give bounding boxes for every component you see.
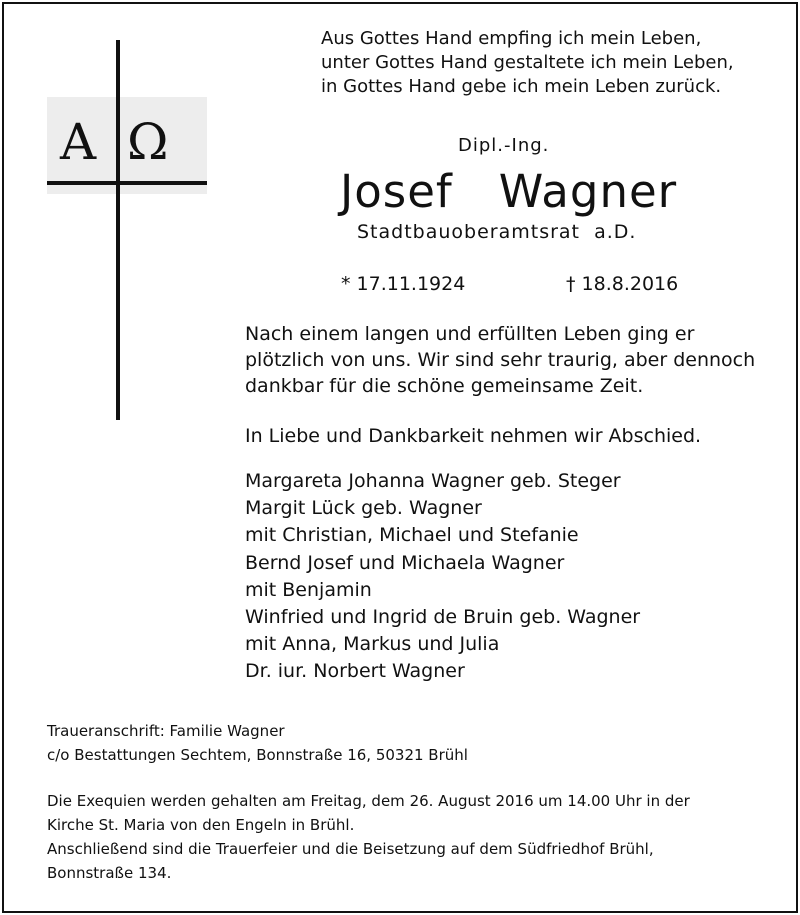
funeral-service-info — [47, 789, 690, 885]
academic-degree: Dipl.-Ing. — [458, 135, 550, 156]
family-member: mit Christian, Michael und Stefanie — [245, 524, 579, 547]
message-line: Nach einem langen und erfüllten Leben ging er — [245, 323, 695, 345]
message-line: dankbar für die schöne gemeinsame Zeit. — [245, 375, 644, 397]
address-line: c/o Bestattungen Sechtem, Bonnstraße 16, 50321 Brühl — [47, 746, 468, 764]
message-line: plötzlich von uns. Wir sind sehr traurig, aber dennoch — [245, 349, 756, 371]
verse-line: Aus Gottes Hand empfing ich mein Leben, — [321, 28, 702, 49]
verse-line: in Gottes Hand gebe ich mein Leben zurück. — [321, 76, 722, 97]
family-list — [245, 468, 640, 686]
verse-line: unter Gottes Hand gestaltete ich mein Leben, — [321, 52, 734, 73]
death-date: † 18.8.2016 — [566, 273, 679, 295]
mourning-message — [245, 321, 756, 399]
omega-symbol: Ω — [127, 113, 169, 171]
family-member: mit Anna, Markus und Julia — [245, 633, 500, 656]
deceased-name: Josef Wagner — [340, 165, 678, 218]
family-member: Margit Lück geb. Wagner — [245, 497, 482, 520]
service-line: Bonnstraße 134. — [47, 864, 172, 882]
family-member: Margareta Johanna Wagner geb. Steger — [245, 470, 621, 492]
service-line: Kirche St. Maria von den Engeln in Brühl. — [47, 816, 355, 834]
service-line: Die Exequien werden gehalten am Freitag, dem 26. August 2016 um 14.00 Uhr in der — [47, 792, 690, 810]
farewell-line: In Liebe und Dankbarkeit nehmen wir Abschied. — [245, 425, 702, 447]
official-rank: Stadtbauoberamtsrat a.D. — [357, 221, 637, 243]
alpha-symbol: A — [60, 113, 97, 171]
family-member: Dr. iur. Norbert Wagner — [245, 660, 465, 683]
mourning-address — [47, 719, 468, 767]
bible-verse — [321, 27, 734, 99]
service-line: Anschließend sind die Trauerfeier und die Beisetzung auf dem Südfriedhof Brühl, — [47, 840, 654, 858]
birth-date: * 17.11.1924 — [341, 273, 466, 295]
family-member: Winfried und Ingrid de Bruin geb. Wagner — [245, 606, 641, 629]
family-member: Bernd Josef und Michaela Wagner — [245, 551, 565, 574]
address-line: Traueranschrift: Familie Wagner — [47, 722, 285, 740]
cross-vertical-beam — [116, 40, 120, 420]
cross-horizontal-beam — [47, 181, 207, 185]
family-member: mit Benjamin — [245, 578, 372, 601]
